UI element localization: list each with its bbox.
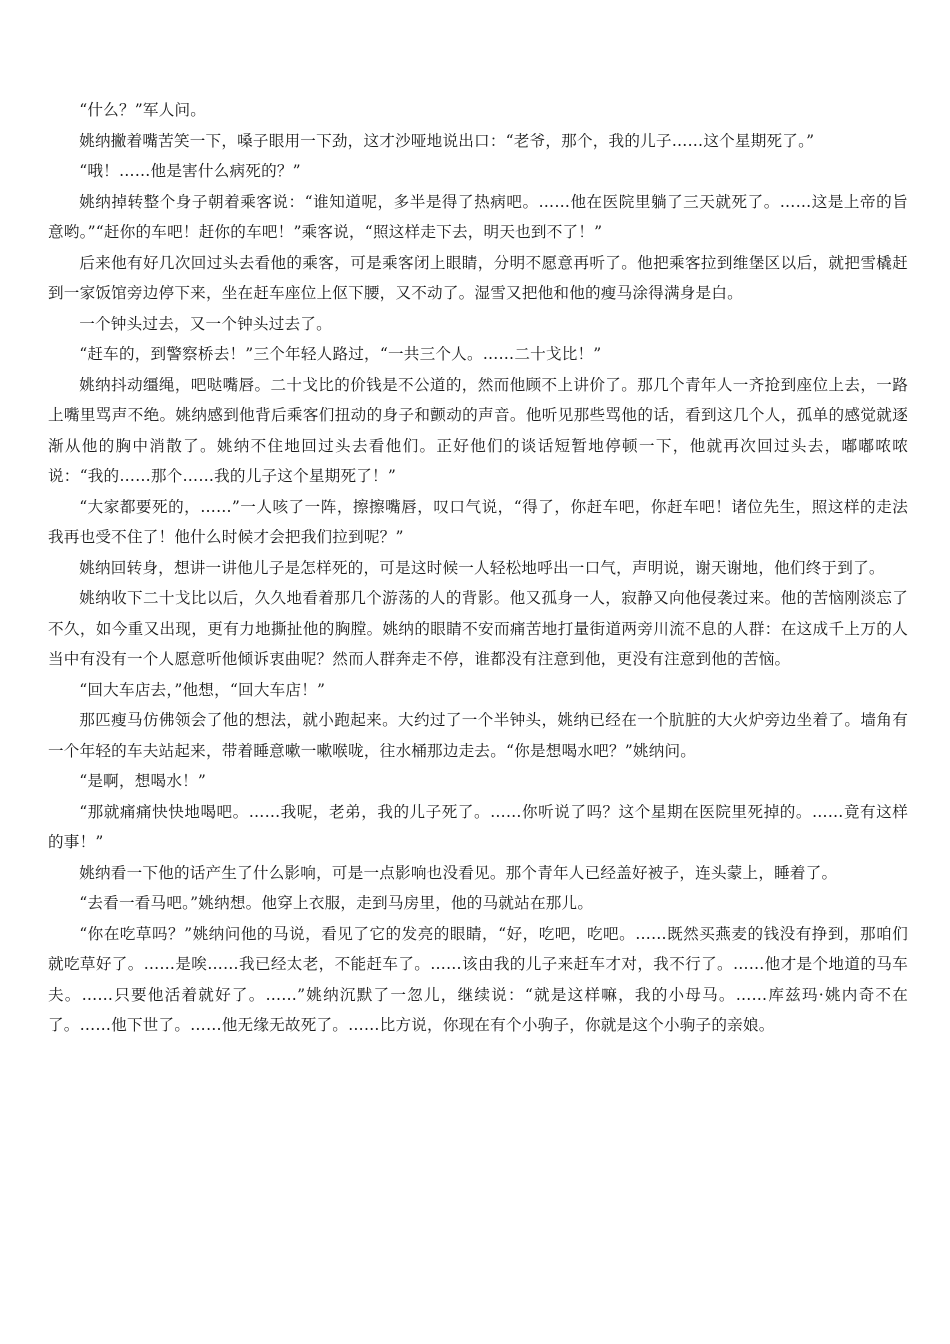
paragraph: “哦！……他是害什么病死的？” xyxy=(79,162,301,180)
paragraph: 姚纳撇着嘴苦笑一下，嗓子眼用一下劲，这才沙哑地说出口：“老爷，那个，我的儿子……这个星期死了。” xyxy=(79,131,815,150)
paragraph: 姚纳看一下他的话产生了什么影响，可是一点影响也没看见。那个青年人已经盖好被子，连头蒙上，睡着了。 xyxy=(79,863,838,882)
paragraph: “赶车的，到警察桥去！”三个年轻人路过，“一共三个人。……二十戈比！” xyxy=(79,345,602,363)
paragraph: “回大车店去，”他想，“回大车店！” xyxy=(79,680,326,699)
paragraph: 姚纳收下二十戈比以后，久久地看着那几个游荡的人的背影。他又孤身一人，寂静又向他侵袭过来。他的苦恼刚淡忘了不久，如今重又出现，更有力地撕扯他的胸膛。姚纳的眼睛不安而痛苦地打量街道两旁川流不息的人群：在这成千上万的人当中有没有一个人愿意听他倾诉衷曲呢？然而人群奔走不停，谁都没有注意到他，更没有注意到他的苦恼。 xyxy=(48,589,908,668)
paragraph: “大家都要死的，……”一人咳了一阵，擦擦嘴唇，叹口气说，“得了，你赶车吧，你赶车吧！诸位先生，照这样的走法我再也受不住了！他什么时候才会把我们拉到呢？” xyxy=(48,497,908,546)
paragraph: “是啊，想喝水！” xyxy=(79,772,207,790)
paragraph: “什么？”军人问。 xyxy=(79,101,207,119)
paragraph: 姚纳回转身，想讲一讲他儿子是怎样死的，可是这时候一人轻松地呼出一口气，声明说，谢天谢地，他们终于到了。 xyxy=(79,558,885,577)
paragraph: 姚纳抖动缰绳，吧哒嘴唇。二十戈比的价钱是不公道的，然而他顾不上讲价了。那几个青年人一齐抢到座位上去，一路上嘴里骂声不绝。姚纳感到他背后乘客们扭动的身子和颤动的声音。他听见那些骂他的话，看到这几个人，孤单的感觉就逐渐从他的胸中消散了。姚纳不住地回过头去看他们。正好他们的谈话短暂地停顿一下，他就再次回过头去，嘟嘟哝哝说：“我的……那个……我的儿子这个星期死了！” xyxy=(48,375,908,485)
paragraph: “去看一看马吧。”姚纳想。他穿上衣服，走到马房里，他的马就站在那儿。 xyxy=(79,894,594,912)
story-text xyxy=(48,95,908,1041)
paragraph: “你在吃草吗？”姚纳问他的马说，看见了它的发亮的眼睛，“好，吃吧，吃吧。……既然买燕麦的钱没有挣到，那咱们就吃草好了。……是唉……我已经太老，不能赶车了。……该由我的儿子来赶车才对，我不行了。……他才是个地道的马车夫。……只要他活着就好了。……”姚纳沉默了一忽儿，继续说：“就是这样嘛，我的小母马。……库兹玛·姚内奇不在了。……他下世了。……他无缘无故死了。……比方说，你现在有个小驹子，你就是这个小驹子的亲娘。 xyxy=(48,924,908,1034)
paragraph: 一个钟头过去，又一个钟头过去了。 xyxy=(79,314,332,333)
paragraph: “那就痛痛快快地喝吧。……我呢，老弟，我的儿子死了。……你听说了吗？这个星期在医院里死掉的。……竟有这样的事！” xyxy=(48,802,908,851)
paragraph: 那匹瘦马仿佛领会了他的想法，就小跑起来。大约过了一个半钟头，姚纳已经在一个肮脏的大火炉旁边坐着了。墙角有一个年轻的车夫站起来，带着睡意嗽一嗽喉咙，往水桶那边走去。“你是想喝水吧？”姚纳问。 xyxy=(48,711,908,760)
paragraph: 姚纳掉转整个身子朝着乘客说：“谁知道呢，多半是得了热病吧。……他在医院里躺了三天就死了。……这是上帝的旨意哟。”“赶你的车吧！赶你的车吧！”乘客说，“照这样走下去，明天也到不了！” xyxy=(48,192,908,241)
paragraph: 后来他有好几次回过头去看他的乘客，可是乘客闭上眼睛，分明不愿意再听了。他把乘客拉到维堡区以后，就把雪橇赶到一家饭馆旁边停下来，坐在赶车座位上伛下腰，又不动了。湿雪又把他和他的瘦马涂得满身是白。 xyxy=(48,253,908,302)
